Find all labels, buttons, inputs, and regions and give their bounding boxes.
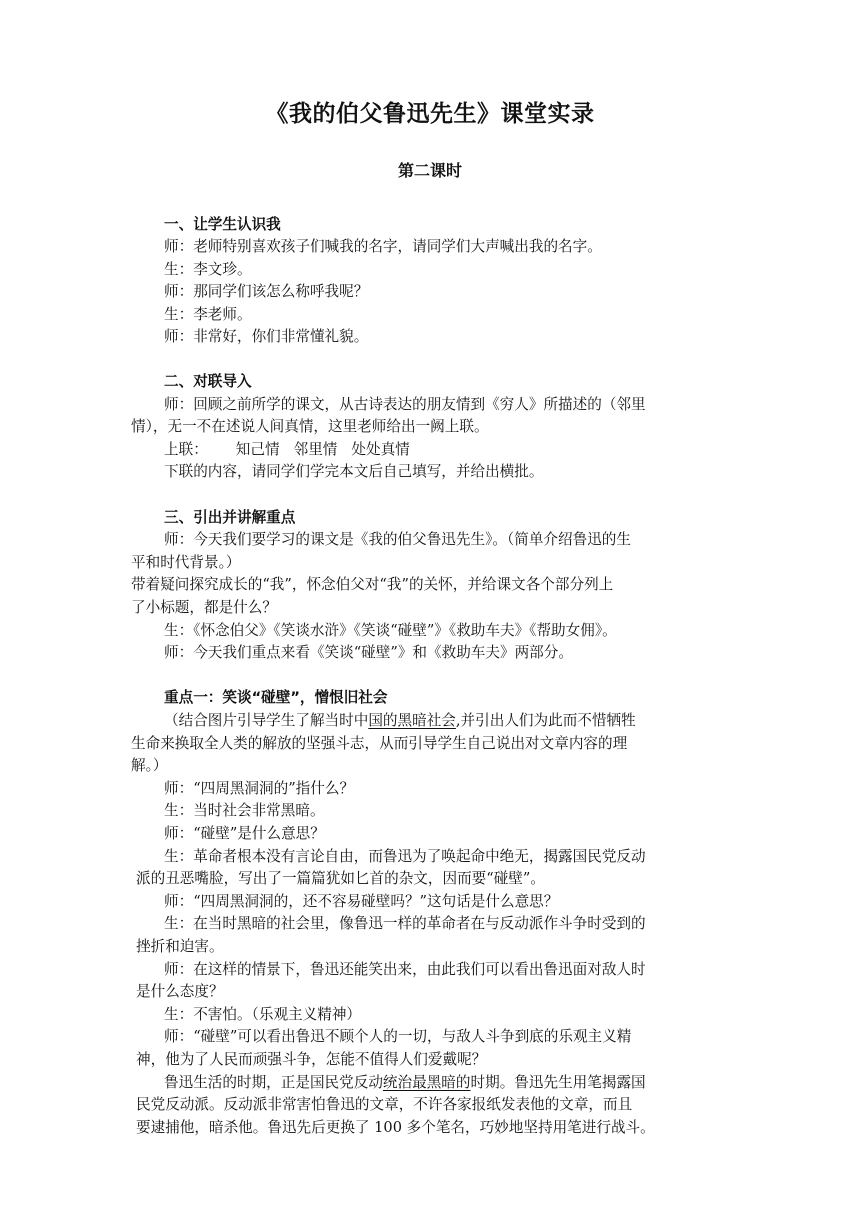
dialogue-line: 挫折和迫害。	[136, 938, 224, 955]
paragraph-line: 要逮捕他，暗杀他。鲁迅先后更换了 100 多个笔名，巧妙地坚持用笔进行战斗。	[136, 1119, 655, 1136]
section-heading-1: 一、让学生认识我	[164, 216, 281, 233]
dialogue-line: 派的丑恶嘴脸，写出了一篇篇犹如匕首的杂文，因而要“碰壁”。	[136, 870, 545, 887]
dialogue-line: 师：非常好，你们非常懂礼貌。	[164, 328, 369, 345]
couplet-part: 邻里情	[293, 441, 338, 458]
dialogue-line: 师：那同学们该怎么称呼我呢？	[164, 283, 369, 300]
dialogue-line: 是什么态度？	[136, 983, 224, 1000]
paragraph-line: 鲁迅生活的时期，正是国民党反动统治最黑暗的时期。鲁迅先生用笔揭露国	[164, 1074, 646, 1091]
dialogue-line: 师：“四周黑洞洞的，还不容易碰壁吗？”这句话是什么意思？	[164, 893, 559, 910]
couplet-line	[164, 439, 410, 461]
paragraph-line: 师：回顾之前所学的课文，从古诗表达的朋友情到《穷人》所描述的（邻里	[164, 396, 646, 413]
dialogue-line: 生：《怀念伯父》《笑谈水浒》《笑谈“碰壁”》《救助车夫》《帮助女佣》。	[164, 622, 617, 639]
dialogue-line: 师：老师特别喜欢孩子们喊我的名字，请同学们大声喊出我的名字。	[164, 238, 602, 255]
underlined-phrase: 国的黑暗社会	[368, 712, 456, 729]
paragraph-line: 师：今天我们要学习的课文是《我的伯父鲁迅先生》。（简单介绍鲁迅的生	[164, 531, 631, 548]
dialogue-line: 师：“碰壁”是什么意思？	[164, 825, 325, 842]
note-line: 解。）	[131, 757, 168, 774]
paragraph-line: 民党反动派。反动派非常害怕鲁迅的文章，不许各家报纸发表他的文章，而且	[136, 1096, 633, 1113]
paragraph-line: 平和时代背景。）	[131, 554, 241, 571]
paragraph-line: 情），无一不在述说人间真情，这里老师给出一阙上联。	[131, 418, 489, 435]
paragraph-line: 下联的内容，请同学们学完本文后自己填写，并给出横批。	[164, 463, 544, 480]
dialogue-line: 生：革命者根本没有言论自由，而鲁迅为了唤起命中绝无，揭露国民党反动	[164, 848, 646, 865]
paragraph-line: 带着疑问探究成长的“我”，怀念伯父对“我”的关怀，并给课文各个部分列上	[131, 576, 614, 593]
dialogue-line: 生：不害怕。（乐观主义精神）	[164, 1006, 362, 1023]
section-heading-3: 三、引出并讲解重点	[164, 509, 296, 526]
couplet-part: 处处真情	[351, 441, 410, 458]
section-heading-2: 二、对联导入	[164, 373, 252, 390]
couplet-label: 上联：	[164, 441, 208, 458]
dialogue-line: 生：李文珍。	[164, 261, 252, 278]
underlined-phrase: 统治最黑暗的	[382, 1074, 471, 1091]
dialogue-line: 师：“碰壁”可以看出鲁迅不顾个人的一切，与敌人斗争到底的乐观主义精	[164, 1028, 632, 1045]
dialogue-line: 生：李老师。	[164, 306, 252, 323]
dialogue-line: 神，他为了人民而顽强斗争，怎能不值得人们爱戴呢？	[136, 1051, 487, 1068]
couplet-part: 知己情	[235, 441, 280, 458]
note-line: 生命来换取全人类的解放的坚强斗志，从而引导学生自己说出对文章内容的理	[131, 735, 628, 752]
note-line: （结合图片引导学生了解当时中国的黑暗社会,并引出人们为此而不惜牺牲	[164, 712, 636, 729]
dialogue-line: 生：在当时黑暗的社会里，像鲁迅一样的革命者在与反动派作斗争时受到的	[164, 915, 646, 932]
paragraph-line: 了小标题，都是什么？	[131, 599, 277, 616]
focus-heading-1: 重点一：笑谈“碰壁”，憎恨旧社会	[164, 689, 388, 706]
dialogue-line: 生：当时社会非常黑暗。	[164, 802, 325, 819]
document-title: 《我的伯父鲁迅先生》课堂实录	[265, 101, 595, 127]
dialogue-line: 师：“四周黑洞洞的”指什么？	[164, 780, 355, 797]
dialogue-line: 师：在这样的情景下，鲁迅还能笑出来，由此我们可以看出鲁迅面对敌人时	[164, 961, 646, 978]
document-subtitle: 第二课时	[397, 161, 462, 180]
dialogue-line: 师：今天我们重点来看《笑谈“碰壁”》和《救助车夫》两部分。	[164, 644, 573, 661]
